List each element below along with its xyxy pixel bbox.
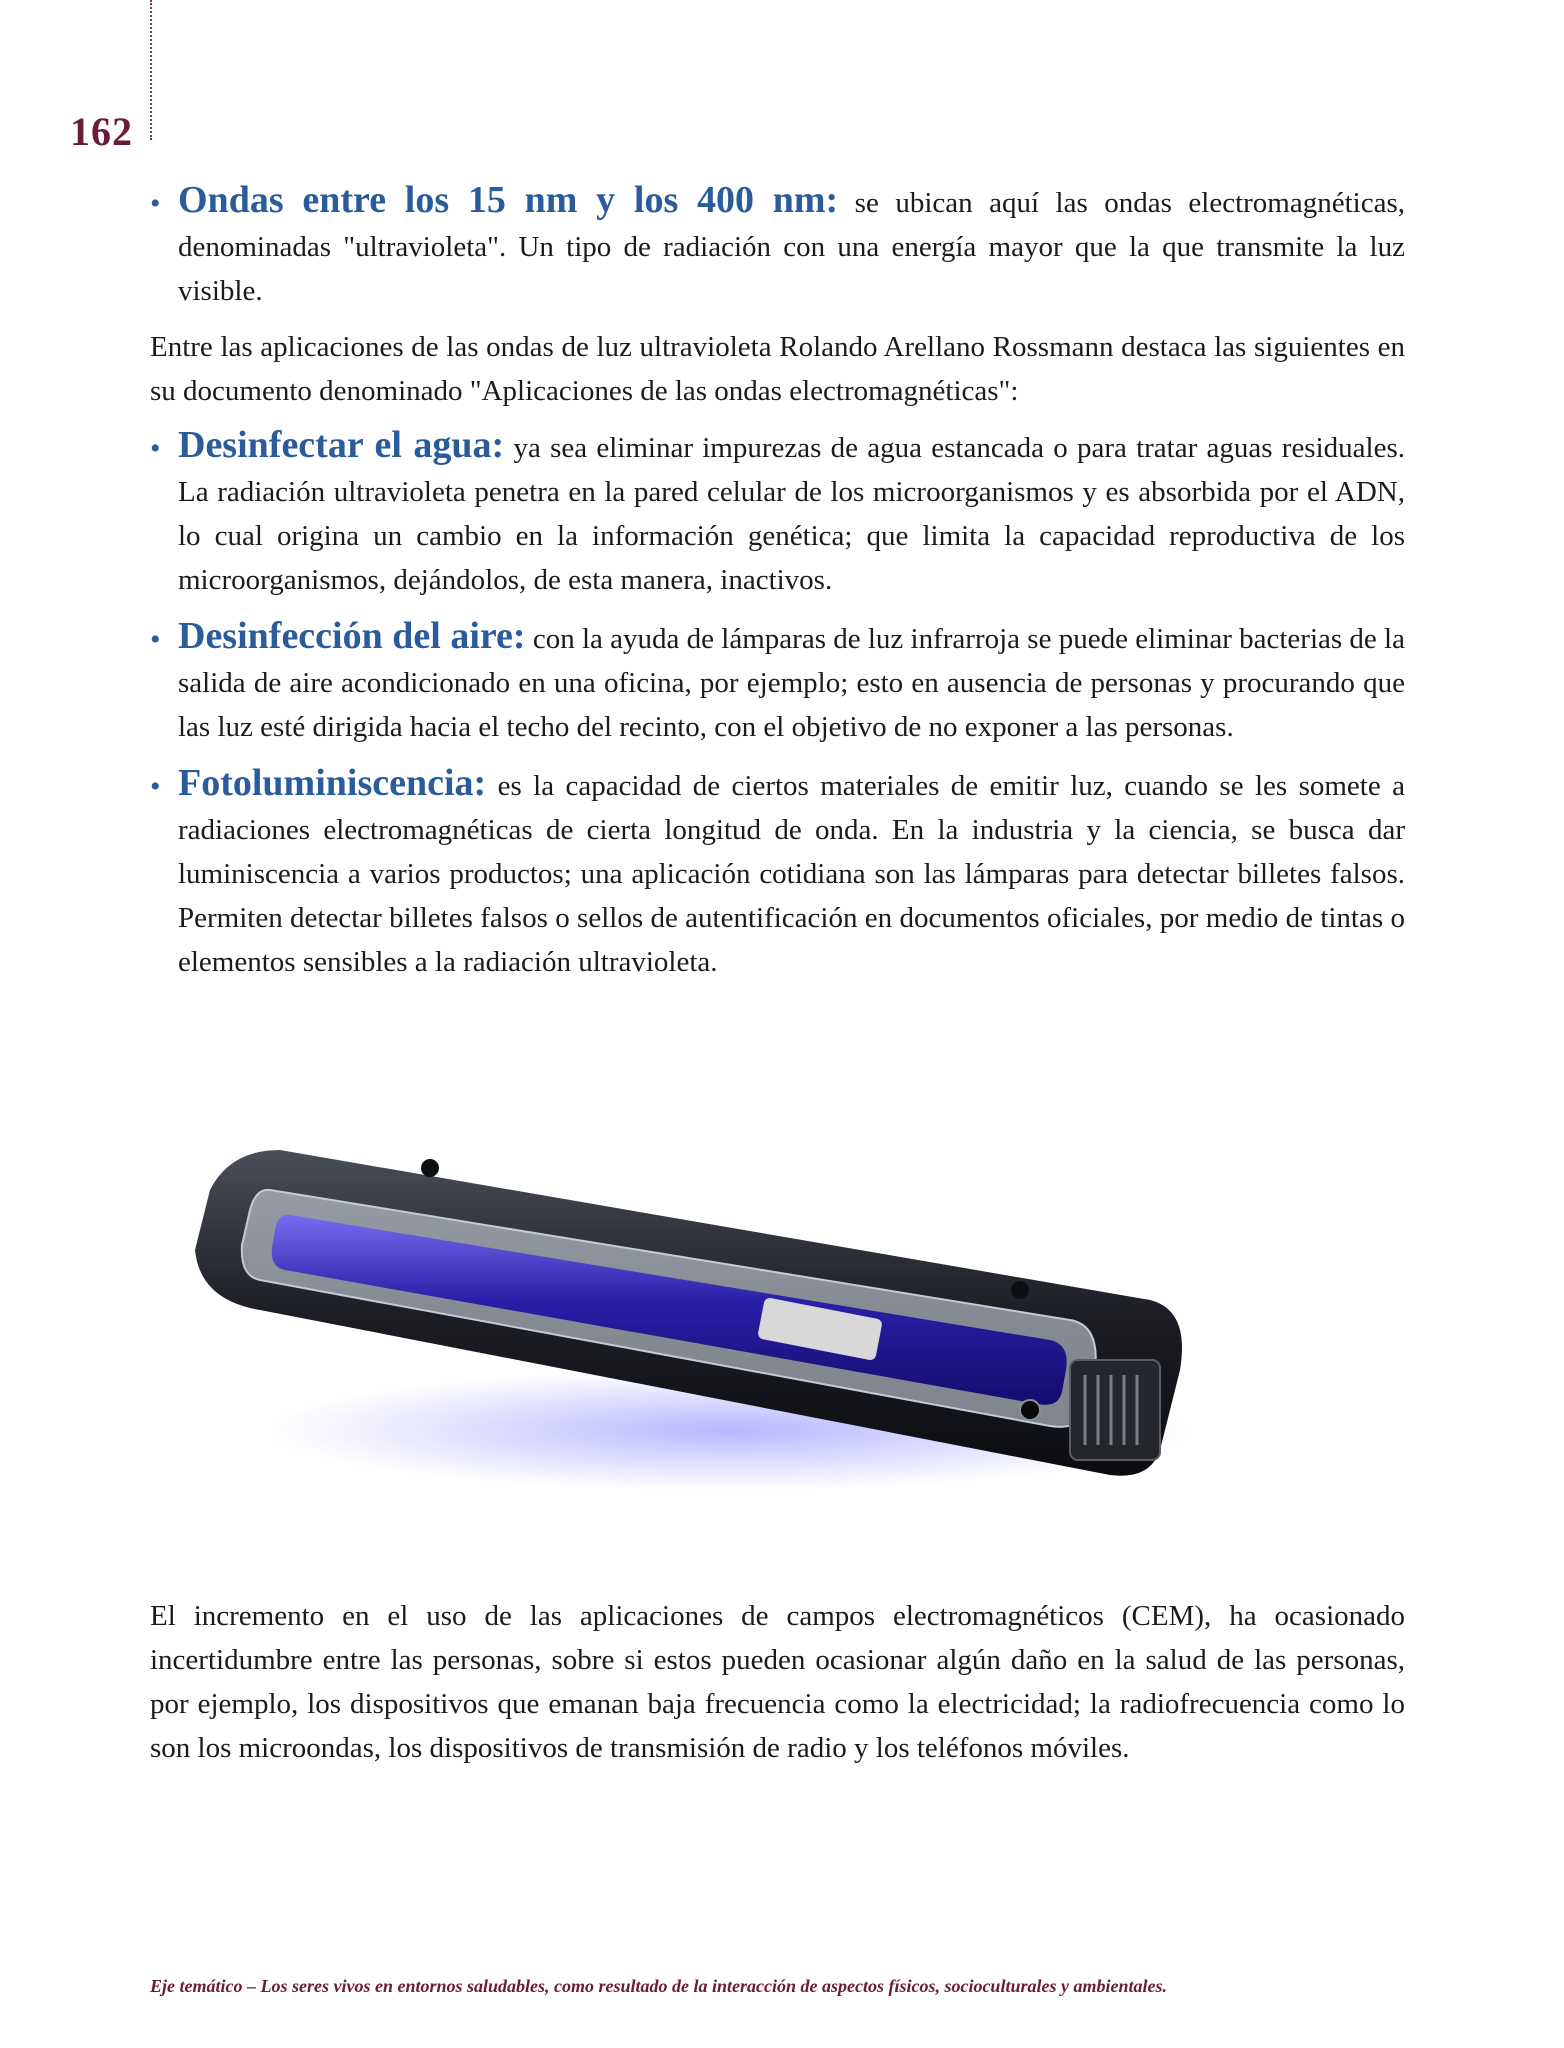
bullet-water — [150, 423, 1405, 602]
bullet-photoluminescence — [150, 761, 1405, 984]
margin-rule — [150, 0, 152, 140]
closing-paragraph: El incremento en el uso de las aplicaciones de campos electromagnéticos (CEM), ha ocasionado incertidumbre entre las personas, sobre si estos pueden ocasionar algún daño en la salud de las personas, por ejemplo, los dispositivos que emanan baja frecuencia como la electricidad; la radiofrecuencia como lo son los microondas, los dispositivos de transmisión de radio y los teléfonos móviles. — [150, 1600, 1405, 1764]
page-number: 162 — [70, 109, 133, 154]
closing-section — [150, 1594, 1405, 1780]
bullet-text: se ubican aquí las ondas electromagnéticas, denominadas "ultravioleta". Un tipo de radiación con una energía mayor que la que transmite la luz visible. — [178, 187, 1405, 307]
bullet-dot: • — [150, 432, 161, 465]
uv-lamp-image — [170, 1130, 1280, 1510]
bullet-air — [150, 614, 1405, 749]
bullet-term: Ondas entre los 15 nm y los 400 nm: — [178, 179, 839, 221]
bullet-dot: • — [150, 770, 161, 803]
bullet-dot: • — [150, 623, 161, 656]
bullet-text: es la capacidad de ciertos materiales de emitir luz, cuando se les somete a radiaciones electromagnéticas de cierta longitud de onda. En la industria y la ciencia, se busca dar luminiscencia a varios productos; una aplicación cotidiana son las lámparas para detectar billetes falsos. Permiten detectar billetes falsos o sellos de autentificación en documentos oficiales, por medio de tintas o elementos sensibles a la radiación ultravioleta. — [178, 770, 1405, 978]
intro-paragraph: Entre las aplicaciones de las ondas de luz ultravioleta Rolando Arellano Rossmann destaca las siguientes en su documento denominado "Aplicaciones de las ondas electromagnéticas": — [150, 331, 1405, 407]
screw-hole — [421, 1159, 439, 1177]
bullet-term: Fotoluminiscencia: — [178, 762, 487, 804]
socket-hole — [1020, 1400, 1040, 1420]
bullet-uv — [150, 178, 1405, 313]
screw-hole — [1011, 1281, 1029, 1299]
bullet-term: Desinfección del aire: — [178, 615, 526, 657]
footer-theme: Eje temático – Los seres vivos en entornos saludables, como resultado de la interacción de aspectos físicos, socioculturales y ambientales. — [150, 1976, 1167, 1996]
bullet-text: ya sea eliminar impurezas de agua estancada o para tratar aguas residuales. La radiación ultravioleta penetra en la pared celular de los microorganismos y es absorbida por el ADN, lo cual origina un cambio en la información genética; que limita la capacidad reproductiva de los microorganismos, dejándolos, de esta manera, inactivos. — [178, 432, 1405, 596]
bullet-term: Desinfectar el agua: — [178, 424, 505, 466]
main-content — [150, 178, 1405, 996]
bullet-text: con la ayuda de lámparas de luz infrarroja se puede eliminar bacterias de la salida de aire acondicionado en una oficina, por ejemplo; esto en ausencia de personas y procurando que las luz esté dirigida hacia el techo del recinto, con el objetivo de no exponer a las personas. — [178, 623, 1405, 743]
bullet-dot: • — [150, 187, 161, 220]
